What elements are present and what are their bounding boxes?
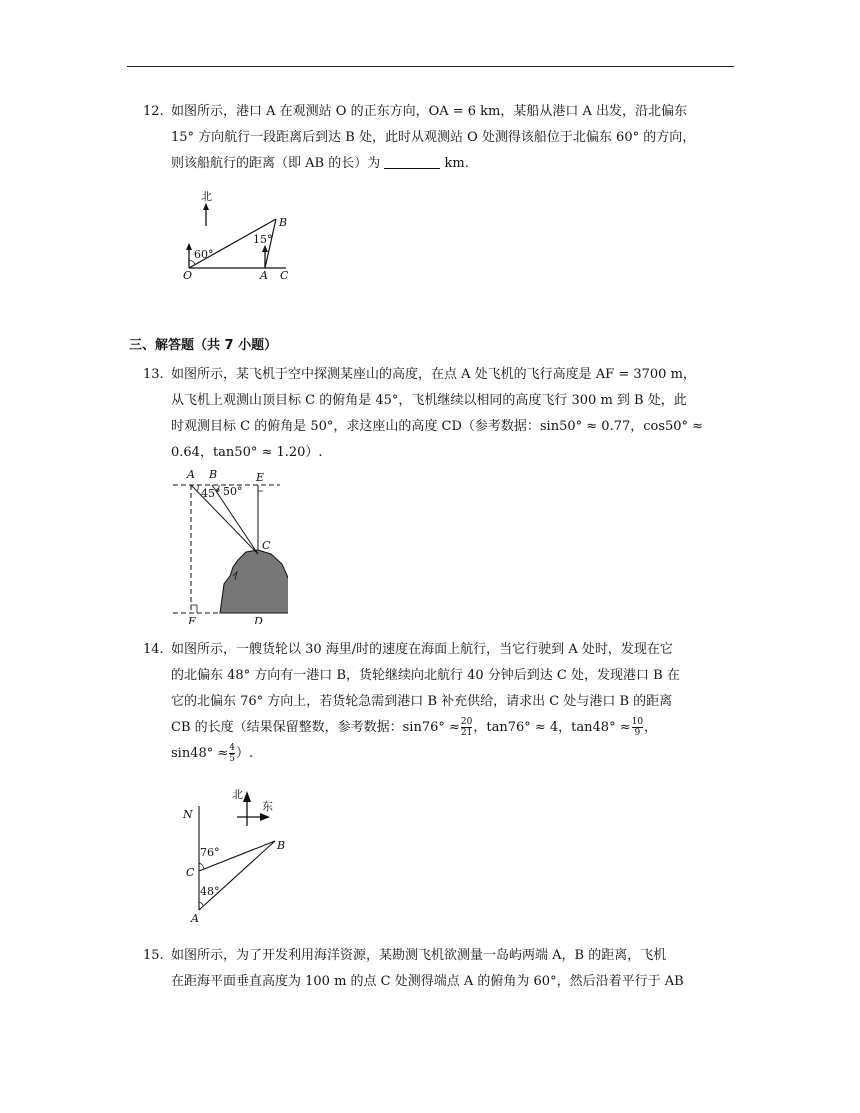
question-text-line: 如图所示，一艘货轮以 30 海里/时的速度在海面上航行，当它行驶到 A 处时，发现在它	[171, 642, 673, 657]
point-B-label: B	[209, 468, 218, 481]
question-text-line: 它的北偏东 76° 方向上，若货轮急需到港口 B 补充供给，请求出 C 处与港口 B 的距离	[171, 694, 673, 709]
question-number: 13.	[143, 367, 164, 382]
east-label: 东	[262, 800, 273, 813]
question-text-line: 时观测目标 C 的俯角是 50°，求这座山的高度 CD（参考数据：sin50° ≈ 0.77，cos50° ≈	[171, 419, 704, 434]
angle-45-label: 45°	[201, 487, 221, 500]
north-arrow-icon	[243, 791, 251, 802]
question-text-line: 的北偏东 48° 方向有一港口 B，货轮继续向北航行 40 分钟后到达 C 处，发现港口 B 在	[171, 668, 680, 683]
angle-50-label: 50°	[223, 485, 243, 498]
angle-76-label: 76°	[200, 846, 220, 859]
angle-15-label: 15°	[253, 233, 273, 246]
east-arrow-icon	[260, 813, 270, 821]
question-14	[143, 637, 737, 767]
figure-q13	[168, 464, 288, 624]
fraction-20-21: $\frac{20}{21}$	[460, 717, 473, 738]
point-O-label: O	[183, 269, 193, 282]
fraction-10-9: $\frac{10}{9}$	[631, 717, 644, 738]
point-A-label: A	[187, 468, 195, 481]
question-text-line: 如图所示，某飞机于空中探测某座山的高度，在点 A 处飞机的飞行高度是 AF = 3700 m，	[171, 367, 696, 382]
mountain-shape	[220, 550, 288, 613]
question-text-line: 如图所示，为了开发利用海洋资源，某勘测飞机欲测量一岛屿两端 A，B 的距离，飞机	[171, 948, 667, 963]
question-text-line: 在距海平面垂直高度为 100 m 的点 C 处测得端点 A 的俯角为 60°，然后沿着平行于 AB	[171, 974, 684, 989]
angle-60-label: 60°	[194, 248, 214, 261]
question-number: 12.	[143, 104, 164, 119]
point-B-label: B	[277, 839, 286, 852]
point-F-label: F	[188, 615, 196, 624]
question-text-line: 从飞机上观测山顶目标 C 的俯角是 45°，飞机继续以相同的高度飞行 300 m 到 B 处，此	[171, 393, 687, 408]
figure-q12	[175, 186, 305, 282]
figure-q14	[180, 784, 290, 926]
angle-48-label: 48°	[200, 885, 220, 898]
north-label: 北	[201, 190, 212, 203]
north-label: 北	[232, 788, 243, 801]
answer-blank[interactable]	[384, 154, 440, 169]
section-title: 三、解答题（共 7 小题）	[129, 338, 278, 353]
point-N-label: N	[183, 808, 193, 821]
question-text-line: CB 的长度（结果保留整数，参考数据：sin76° ≈ $\frac{20}{21}$ ，tan76° ≈ 4，tan48° ≈ $\frac{10}{9}$ ，	[171, 717, 658, 738]
question-text-line: sin48° ≈ $\frac{4}{5}$ ）.	[171, 743, 254, 764]
point-E-label: E	[256, 471, 265, 484]
question-number: 15.	[143, 948, 164, 963]
question-13	[143, 362, 737, 466]
north-arrow-icon	[203, 203, 209, 210]
point-B-label: B	[279, 216, 288, 229]
point-C-label: C	[262, 539, 271, 552]
point-C-label: C	[280, 269, 289, 282]
question-text-line: 则该船航行的距离（即 AB 的长）为 km.	[171, 156, 469, 171]
question-15	[143, 943, 737, 995]
question-12	[143, 99, 737, 177]
question-number: 14.	[143, 642, 164, 657]
header-rule	[127, 66, 734, 67]
question-text-line: 如图所示，港口 A 在观测站 O 的正东方向，OA = 6 km，某船从港口 A 出发，沿北偏东	[171, 104, 688, 119]
question-text-line: 0.64，tan50° ≈ 1.20）.	[171, 445, 323, 460]
point-D-label: D	[254, 615, 263, 624]
fraction-4-5: $\frac{4}{5}$	[229, 743, 236, 764]
point-A-label: A	[191, 912, 199, 925]
question-text-line: 15° 方向航行一段距离后到达 B 处，此时从观测站 O 处测得该船位于北偏东 60° 的方向，	[171, 130, 696, 145]
point-C-label: C	[186, 866, 195, 879]
point-A-label: A	[260, 269, 268, 282]
